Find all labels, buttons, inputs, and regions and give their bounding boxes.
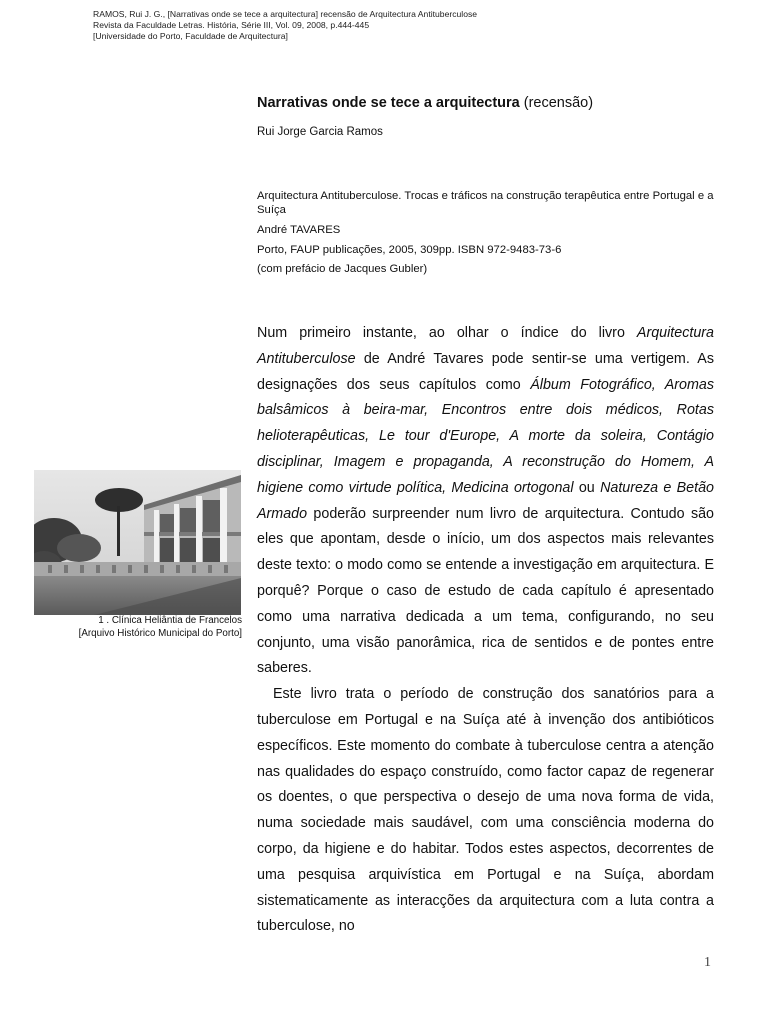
text-run: poderão surpreender num livro de arquitectura. Contudo são eles que apontam, desde o início, um dos aspectos mais relevantes deste texto: o modo como se entende a investigação em arquitectura. E porquê? Porque o caso de estudo de cada capítulo é apresentado como uma narrativa dedicada a um tema, configurando, no seu conjunto, uma visão panorâmica, rica de sentidos e de pontes entre saberes. — [257, 505, 714, 677]
text-run: ou — [573, 479, 601, 496]
italic-chapter-title: Natureza e Betão Armado — [257, 479, 714, 522]
book-title: Arquitectura Antituberculose. Trocas e tráficos na construção terapêutica entre Portugal e a Suíça — [257, 190, 714, 216]
title-main: Narrativas onde se tece a arquitectura — [257, 95, 520, 111]
caption-line: [Arquivo Histórico Municipal do Porto] — [78, 628, 242, 639]
article-title — [257, 95, 593, 111]
text-run: Num primeiro instante, ao olhar o índice do livro — [257, 325, 637, 341]
title-suffix: (recensão) — [523, 95, 594, 111]
citation-line: [Universidade do Porto, Faculdade de Arquitectura] — [93, 31, 288, 41]
page-number: 1 — [704, 955, 711, 970]
citation-line: Revista da Faculdade Letras. História, Série III, Vol. 09, 2008, p.444-445 — [93, 20, 370, 30]
clinic-photo-illustration — [34, 470, 241, 615]
book-author: André TAVARES — [257, 224, 341, 236]
italic-book-title: Arquitectura Antituberculose — [257, 325, 714, 367]
italic-chapter-list: Álbum Fotográfico, Aromas balsâmicos à beira-mar, Encontros entre dois médicos, Rotas helioterapêuticas, Le tour d'Europe, A morte da soleira, Contágio disciplinar, Imagem e propaganda, A reconstrução do Homem, A higiene como virtude política, Medicina ortogonal — [257, 376, 715, 496]
paragraph-1 — [257, 321, 714, 682]
clinic-photo — [34, 470, 241, 615]
book-preface: (com prefácio de Jacques Gubler) — [257, 263, 428, 275]
text-run: de André Tavares pode sentir-se uma vertigem. As designações dos seus capítulos como — [257, 350, 714, 393]
citation-header — [93, 9, 477, 42]
book-publisher: Porto, FAUP publicações, 2005, 309pp. ISBN 972-9483-73-6 — [257, 243, 562, 256]
caption-line: 1 . Clínica Heliântia de Francelos — [98, 615, 242, 626]
article-author: Rui Jorge Garcia Ramos — [257, 126, 383, 138]
citation-line: RAMOS, Rui J. G., [Narrativas onde se tece a arquitectura] recensão de Arquitectura Antituberculose — [93, 9, 478, 19]
paragraph-2: Este livro trata o período de construção dos sanatórios para a tuberculose em Portugal e na Suíça até à invenção dos antibióticos específicos. Este momento do combate à tuberculose centra a atenção nas qualidades do espaço construído, como factor capaz de regenerar os doentes, o que perspectiva o desejo de uma nova forma de vida, numa sociedade mais saudável, com uma consciência moderna do corpo, da higiene e do habitar. Todos estes aspectos, decorrentes de uma pesquisa arquivística em Portugal e na Suíça, abordam sistematicamente as interacções da arquitectura com a luta contra a tuberculose, no — [257, 686, 714, 935]
figure-caption — [30, 614, 242, 640]
bibliography-block — [257, 190, 717, 284]
review-body — [257, 321, 714, 940]
